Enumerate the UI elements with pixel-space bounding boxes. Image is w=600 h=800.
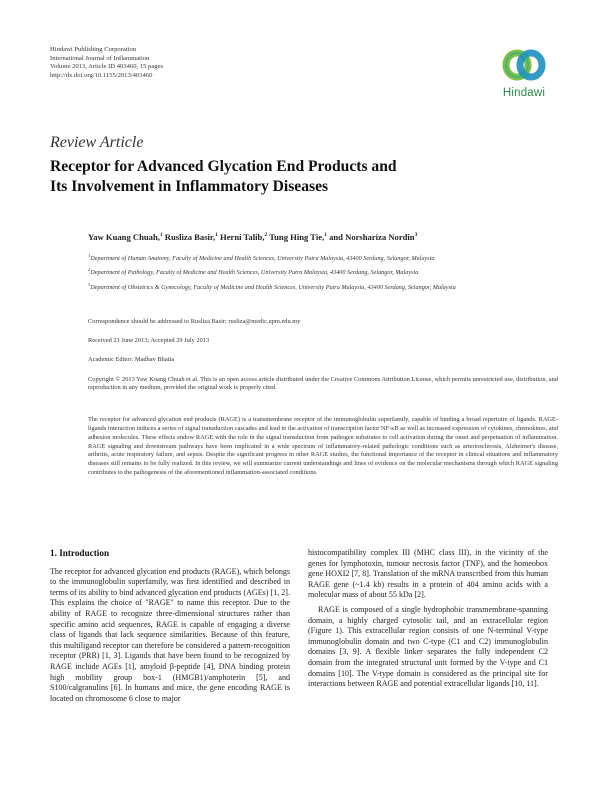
logo-text: Hindawi (502, 87, 546, 99)
title-line-2: Its Involvement in Inflammatory Diseases (50, 178, 329, 195)
body-paragraph: The receptor for advanced glycation end products (RAGE), which belongs to the immunoglobulin superfamily, was first identified and described in terms of its ability to bind advanced glycation end products (AGEs) [1, 2]. This explains the choice of "RAGE" to name this receptor. Due to the ability of RAGE to recognize three-dimensional structures rather than specific amino acid sequences, RAGE is capable of engaging a diverse class of ligands that lack sequence similarities. Because of this feature, this multiligand receptor can therefore be considered a pattern-recognition receptor (PRR) [1, 3]. Ligands that have been found to be recognized by RAGE include AGEs [1], amyloid β-peptide [4], DNA binding protein high mobility group box-1 (HMGB1)/amphoterin [5], and S100/calgranulins [6]. In humans and mice, the gene encoding RAGE is located on chromosome 6 close to major (50, 566, 290, 703)
publisher-name: Hindawi Publishing Corporation (50, 46, 137, 53)
publication-info (50, 46, 163, 80)
body-paragraph: RAGE is composed of a single hydrophobic transmembrane-spanning domain, a highly charged cytosolic tail, and an extracellular region (Figure 1). This extracellular region consists of one N-terminal V-type immunoglobulin domain and two C-type (C1 and C2) immunoglobulin domains [3, 9]. A flexible linker separates the fully independent C2 domain from the integrated structural unit formed by the V-type and C1 domains [10]. The V-type domain is considered as the principal site for interactions between RAGE and potential extracellular ligands [10, 11]. (308, 604, 548, 689)
left-column (50, 548, 290, 704)
author-affiliation-mark: 2 (264, 232, 268, 239)
affiliation (88, 252, 558, 263)
author-name: and Norshariza Nordin (329, 232, 415, 242)
author-affiliation-mark: 3 (414, 232, 418, 239)
received-accepted-dates: Received 21 June 2013; Accepted 29 July 2013 (88, 337, 210, 344)
author-affiliation-mark: 1 (159, 232, 163, 239)
affiliation (88, 266, 558, 277)
section-heading: 1. Introduction (50, 548, 110, 558)
author-affiliation-mark: 1 (215, 232, 218, 239)
author-name: Herni Talib, (220, 232, 265, 242)
affiliation (88, 281, 558, 292)
journal-name: International Journal of Inflammation (50, 54, 150, 62)
article-title (50, 157, 530, 197)
copyright-notice: Copyright © 2013 Yaw Kuang Chuah et al. This is an open access article distributed under the Creative Commons Attribution License, which permits unrestricted use, distribution, and reproduction in any medium, provided the original work is properly cited. (88, 376, 558, 392)
academic-editor: Academic Editor: Madhav Bhatia (88, 356, 175, 363)
affiliation-text: Department of Human Anatomy, Faculty of Medicine and Health Sciences, University Putra Malaysia, 43400 Serdang, Selangor, Malaysia (90, 255, 435, 263)
right-column (308, 548, 548, 690)
author-list (88, 232, 417, 242)
author-name: Yaw Kuang Chuah, (88, 232, 160, 242)
article-type: Review Article (50, 134, 144, 151)
affiliation-list (88, 252, 558, 295)
doi-link[interactable]: http://dx.doi.org/10.1155/2013/403460 (50, 71, 153, 79)
correspondence: Correspondence should be addressed to Rusliza Basir; rusliza@medic.upm.edu.my (88, 318, 301, 325)
author-name: Rusliza Basir, (164, 232, 216, 242)
body-paragraph: histocompatibility complex III (MHC class III), in the vicinity of the genes for lymphotoxin, tumour necrosis factor (TNF), and the homeobox gene HOXI2 [7, 8]. Translation of the mRNA transcribed from this human RAGE gene (~1.4 kb) results in a protein of 404 amino acids with a molecular mass of about 55 kDa [2]. (308, 548, 548, 600)
title-line-1: Receptor for Advanced Glycation End Products and (50, 158, 397, 175)
author-affiliation-mark: 1 (324, 232, 327, 239)
volume-info: Volume 2013, Article ID 403460, 15 pages (50, 63, 164, 71)
hindawi-logo-icon (501, 46, 547, 86)
affiliation-number: 2 (88, 267, 91, 273)
affiliation-number: 1 (88, 253, 91, 258)
abstract: The receptor for advanced glycation end products (RAGE) is a transmembrane receptor of the immunoglobulin superfamily, capable of binding a broad repertoire of ligands. RAGE-ligands interaction induces a series of signal transduction cascades and lead to the activation of transcription factor NF-κB as well as increased expression of cytokines, chemokines, and adhesion molecules. These effects endow RAGE with the role in the signal transduction from pathogen substrates to cell activation during the onset and perpetuation of inflammation. RAGE signaling and downstream pathways have been implicated in a wide spectrum of inflammatory-related pathologic conditions such as arteriosclerosis, Alzheimer's disease, arthritis, acute respiratory failure, and sepsis. Despite the significant progress in other RAGE studies, the functional importance of the receptor in clinical situations and inflammatory diseases still remains to be fully realized. In this review, we will summarize current understandings and lines of evidence on the molecular mechanisms through which RAGE signaling contributes to the pathogenesis of the aforementioned inflammation-associated conditions. (88, 416, 558, 477)
affiliation-text: Department of Obstetrics & Gynecology, Faculty of Medicine and Health Sciences, University Putra Malaysia, 43400 Serdang, Selangor, Malaysia (90, 284, 456, 291)
hindawi-logo (492, 46, 556, 99)
affiliation-number: 3 (88, 281, 91, 287)
author-name: Tung Hing Tie, (269, 232, 325, 242)
affiliation-text: Department of Pathology, Faculty of Medicine and Health Sciences, University Putra Malaysia, 43400 Serdang, Selangor, Malaysia (90, 269, 419, 277)
